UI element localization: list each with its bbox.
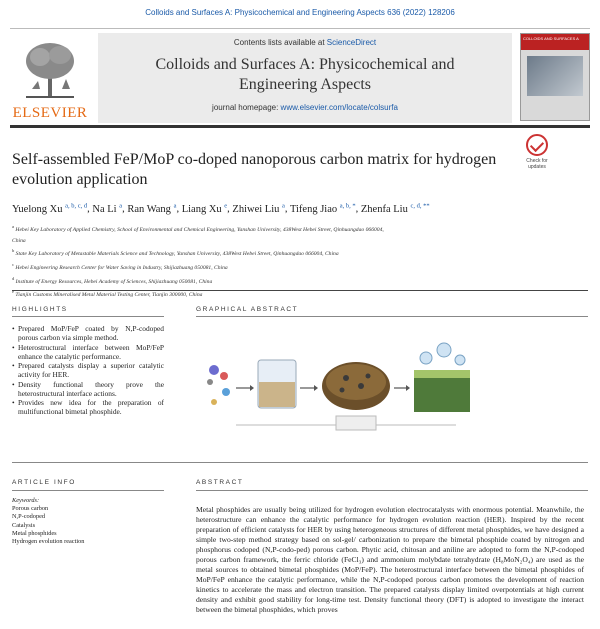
abstract-heading: ABSTRACT <box>196 479 244 486</box>
author-list: Yuelong Xu $^{a, b, c, d}$, Na Li $^a$, Ran Wang $^a$, Liang Xu $^e$, Zhiwei Liu $^a$, Tifeng Jiao $^{a, b, *}$, Zhenfa Liu $^{c, d, **}$ <box>12 202 430 215</box>
keyword: Metal phosphides <box>12 529 57 537</box>
journal-cover-thumbnail[interactable] <box>520 33 590 121</box>
affiliation: $^d$ Institute of Energy Resources, Hebei Academy of Sciences, Shijiazhuang 050081, China <box>12 275 213 285</box>
abstract-rule <box>196 490 588 491</box>
keyword: N,P-codoped <box>12 513 46 521</box>
article-title-line2: evolution application <box>12 171 148 188</box>
affiliation: $^c$ Hebei Engineering Research Center for Water Saving in Industry, Shijiazhuang 050081, China <box>12 262 228 271</box>
homepage-line <box>98 103 512 112</box>
author-affiliation-marks: a, b, * <box>339 202 356 209</box>
contents-line <box>98 38 512 47</box>
highlight-item: • Prepared MoP/FeP coated by N,P-codoped porous carbon via simple method. <box>12 324 164 342</box>
highlight-item: • Prepared catalysts display a superior catalytic activity for HER. <box>12 361 164 379</box>
article-info-heading: ARTICLE INFO <box>12 479 76 486</box>
journal-title-line2: Engineering Aspects <box>239 76 371 93</box>
contents-prefix: Contents lists available at <box>233 38 327 47</box>
article-title <box>12 150 512 190</box>
affiliation: $^e$ Tianjin Customs Mineralised Metal Material Testing Center, Tianjin 300000, China <box>12 289 203 299</box>
keyword: Catalysis <box>12 521 36 529</box>
highlight-item: • Heterostructural interface between MoP/FeP enhance the catalytic performance. <box>12 343 164 361</box>
author[interactable]: Zhenfa Liu $^{c, d, **}$ <box>360 202 430 215</box>
section-divider <box>12 290 588 291</box>
highlight-item: • Provides new idea for the preparation of multifunctional bimetal phosphide. <box>12 398 164 416</box>
cover-header <box>521 34 589 50</box>
highlight-item: • Density functional theory prove the heterostructural interface actions. <box>12 380 164 398</box>
author-affiliation-marks: e <box>224 202 228 209</box>
author[interactable]: Tifeng Jiao $^{a, b, *}$ <box>289 202 356 215</box>
homepage-link[interactable]: www.elsevier.com/locate/colsurfa <box>280 103 398 112</box>
author-affiliation-marks: a <box>282 202 285 209</box>
journal-title-line1: Colloids and Surfaces A: Physicochemical and <box>155 56 455 73</box>
sciencedirect-link[interactable]: ScienceDirect <box>326 38 377 47</box>
check-label <box>520 158 554 170</box>
affiliation: $^a$ Hebei Key Laboratory of Applied Chemistry, School of Environmental and Chemical Engineering, Yanshan University, 438West Hebei Street, Qinhuangdao 066004, <box>12 224 384 233</box>
graphical-abstract-heading: GRAPHICAL ABSTRACT <box>196 306 299 313</box>
affiliation: $^b$ State Key Laboratory of Metastable Materials Science and Technology, Yanshan University, 438West Hebei Street, Qinhuangdao 066004, China <box>12 248 339 258</box>
author[interactable]: Na Li $^a$ <box>92 202 123 215</box>
homepage-prefix: journal homepage: <box>212 103 281 112</box>
keyword: Hydrogen evolution reaction <box>12 538 85 546</box>
author-affiliation-marks: a <box>119 202 123 209</box>
check-label-line2: updates <box>528 164 546 170</box>
highlights-list <box>12 324 164 417</box>
author[interactable]: Yuelong Xu $^{a, b, c, d}$ <box>12 202 88 215</box>
author-affiliation-marks: a <box>173 202 177 209</box>
affiliation: China <box>12 237 26 244</box>
highlights-rule <box>12 316 164 317</box>
section-divider <box>12 462 588 463</box>
keywords-label: Keywords: <box>12 497 40 504</box>
author[interactable]: Liang Xu $^e$ <box>181 202 228 215</box>
keyword: Porous carbon <box>12 505 49 513</box>
graphical-abstract-image[interactable] <box>196 330 486 454</box>
elsevier-wordmark: ELSEVIER <box>12 105 88 121</box>
check-label-line1: Check for <box>526 158 548 164</box>
author[interactable]: Zhiwei Liu $^a$ <box>232 202 285 215</box>
graphical-abstract-rule <box>196 316 588 317</box>
cover-image <box>527 56 583 96</box>
abstract-text: Metal phosphides are usually being utilized for hydrogen evolution electrocatalysts with enormous potential. Meanwhile, the heterostructure can enhance the catalytic performance for hydrogen evolution reaction (HER). Inspired by the recent preparation of efficient catalysts for HER by using heterogeneous structures of different metal phosphides, we have designed a simple two-step method strategy based on sol-gel/ carbonization to prepare the bimetal phosphide coated by nitrogen and phosphorus codoped (N,P-codo-ped) porous carbon. Phytic acid, chitosan and aniline are adopted to form the N,P-codoped porous carbon framework, the ferric chloride (FeCl₃) and ammonium molybdate tetrahydrate (H₈MoN₂O₄) are used as the metal sources to obtained bimetal phosphides (MoP/FeP). The heterostructural interface between the bimetal phosphides of MoP/FeP enhance the catalytic performance, while the N,P-codoped porous carbon promotes the development of reaction kinetics to accelerate the mass and electron transition. The prepared catalysts display limited overpotentials at high current density and exhibit good stability for long-time test. Density functional theory (DFT) is adopted to investigate the interact between the bimetal phosphides, which proves <box>196 505 584 615</box>
running-head: Colloids and Surfaces A: Physicochemical and Engineering Aspects 636 (2022) 128206 <box>145 8 455 17</box>
article-title-line1: Self-assembled FeP/MoP co-doped nanoporous carbon matrix for hydrogen <box>12 151 497 168</box>
author[interactable]: Ran Wang $^a$ <box>127 202 177 215</box>
author-affiliation-marks: a, b, c, d <box>65 202 88 209</box>
check-for-updates-button[interactable] <box>520 134 554 170</box>
gel-beaker <box>258 360 296 408</box>
porous-carbon-matrix <box>322 362 390 410</box>
article-info-rule <box>12 490 164 491</box>
keywords-block <box>12 497 164 546</box>
check-icon <box>526 134 548 156</box>
elsevier-tree-icon <box>18 37 82 101</box>
journal-info-band <box>98 33 512 123</box>
journal-title <box>98 55 512 95</box>
elsevier-logo <box>10 35 90 125</box>
highlights-heading: HIGHLIGHTS <box>12 306 68 313</box>
journal-masthead <box>10 28 590 128</box>
cover-title: COLLOIDS AND SURFACES A <box>523 36 579 41</box>
author-affiliation-marks: c, d, ** <box>410 202 430 209</box>
